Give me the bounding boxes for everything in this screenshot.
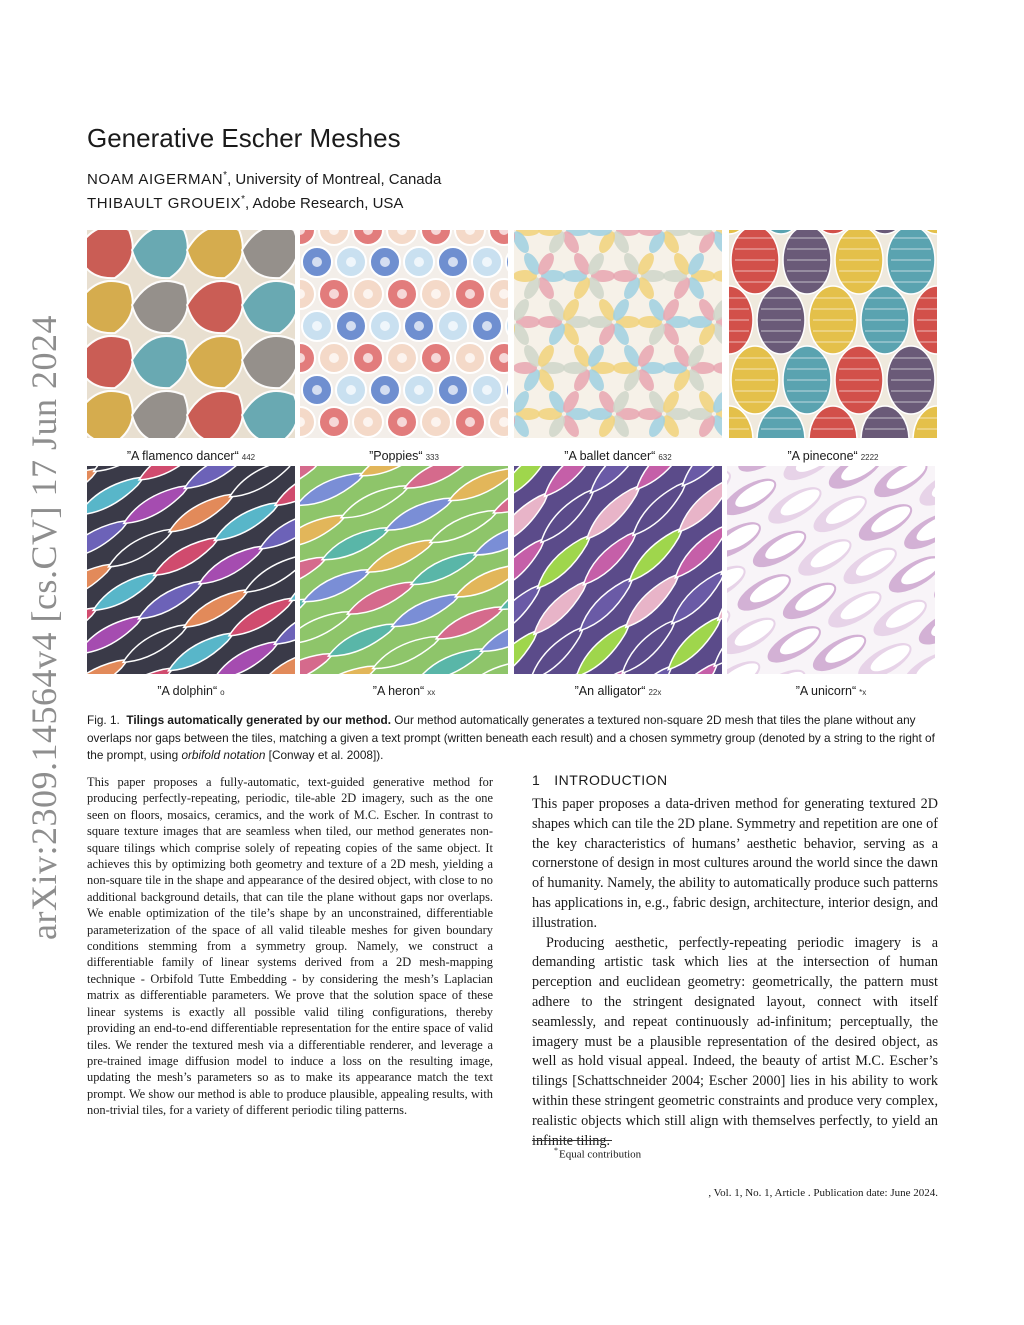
author-affiliation: , Adobe Research, USA xyxy=(244,195,404,212)
tiling-image-poppies xyxy=(300,230,508,438)
tile-symmetry: 632 xyxy=(658,453,672,462)
tile-prompt: ”An alligator“ xyxy=(574,684,646,698)
author-mark: * xyxy=(223,170,228,181)
tiling-image-dolphin xyxy=(87,466,295,674)
section-heading xyxy=(532,772,668,788)
tile-caption xyxy=(503,684,733,698)
tile-symmetry: 333 xyxy=(425,453,439,462)
tile-caption xyxy=(289,449,519,463)
tile-symmetry: 22x xyxy=(648,688,662,697)
tile-caption xyxy=(716,684,946,698)
tile-caption xyxy=(503,449,733,463)
tiling-image-flamenco xyxy=(87,230,295,438)
introduction-body xyxy=(532,795,938,1151)
author-name: THIBAULT GROUEIX xyxy=(87,195,242,212)
paragraph: Producing aesthetic, perfectly-repeating periodic imagery is a demanding artistic task which lies at the intersection of human perception and euclidean geometry: geometrically, the pattern must adhere to the stringent designated layout, connect with itself seamlessly, and repeat continuously ad-infinitum; perceptually, the imagery must be a plausible representation of the desired object, as well as hold visual appeal. Indeed, the beauty of artist M.C. Escher’s tilings [Schattschneider 2004; Escher 2000] lies in his ability to work within these stringent geometric constraints and produce very complex, realistic objects which still align with themselves perfectly, to yield an infinite tiling. xyxy=(532,934,938,1149)
footnote xyxy=(554,1146,641,1161)
tile-prompt: ”A dolphin“ xyxy=(157,684,218,698)
figure-caption xyxy=(87,712,939,765)
tile-prompt: ”A pinecone“ xyxy=(787,449,858,463)
publication-footer: , Vol. 1, No. 1, Article . Publication date: June 2024. xyxy=(708,1187,938,1199)
author-line xyxy=(87,170,441,188)
figure-caption-italic: orbifold notation xyxy=(181,748,266,762)
tile-caption xyxy=(76,449,306,463)
tiling-image-unicorn xyxy=(727,466,935,674)
paragraph: This paper proposes a data-driven method for generating textured 2D shapes which can tile the 2D plane. Symmetry and repetition are one of the key characteristics of humans’ aesthetic behavior, serving as a cornerstone of design in most cultures around the world since the dawn of humanity. Namely, the ability to automatically produce such patterns has applications in, e.g., fabric design, architecture, interior design, and illustration. xyxy=(532,796,938,931)
tile-symmetry: *x xyxy=(859,688,867,697)
tiling-image-ballet xyxy=(514,230,722,438)
tiling-image-alligator xyxy=(514,466,722,674)
figure-label: Fig. 1. xyxy=(87,713,120,727)
tile-prompt: ”A flamenco dancer“ xyxy=(126,449,239,463)
tile-prompt: ”Poppies“ xyxy=(369,449,423,463)
footnote-rule xyxy=(532,1140,612,1141)
paper-title: Generative Escher Meshes xyxy=(87,123,401,153)
footnote-mark: * xyxy=(554,1146,558,1155)
tile-caption xyxy=(718,449,948,463)
section-number: 1 xyxy=(532,772,541,788)
tiling-image-pinecone xyxy=(729,230,937,438)
author-affiliation: , University of Montreal, Canada xyxy=(227,171,442,188)
figure-caption-text: Our method automatically generates a textured non-square 2D mesh that tiles the plane without any overlaps nor gaps between the tiles, matching a given a text prompt (written beneath each result) and a chosen symmetry group (denoted by a string to the right of the prompt, using xyxy=(87,713,935,762)
tile-caption xyxy=(289,684,519,698)
footnote-text: Equal contribution xyxy=(559,1148,642,1161)
tile-symmetry: 2222 xyxy=(860,453,879,462)
tile-prompt: ”A unicorn“ xyxy=(795,684,857,698)
figure-caption-text: [Conway et al. 2008]). xyxy=(265,748,384,762)
tiling-image-heron xyxy=(300,466,508,674)
author-line xyxy=(87,194,403,212)
tile-prompt: ”A heron“ xyxy=(372,684,425,698)
tile-prompt: ”A ballet dancer“ xyxy=(564,449,656,463)
abstract: This paper proposes a fully-automatic, text-guided generative method for producing perfectly-repeating, periodic, tile-able 2D imagery, such as the one seen on floors, mosaics, ceramics, and the work of M.C. Escher. In contrast to square texture images that are seamless when tiled, our method generates non-square tilings which comprise solely of repeating copies of the same object. It achieves this by optimizing both geometry and texture of a 2D mesh, yielding a non-square tile in the shape and appearance of the desired object, with close to no additional background details, that can tile the plane without gaps nor overlaps. We enable optimization of the tile’s shape by an unconstrained, differentiable parameterization of the space of all valid tileable meshes for given boundary conditions stemming from a symmetry group. Namely, we construct a differentiable family of linear systems derived from a 2D mesh-mapping technique - Orbifold Tutte Embedding - by considering the mesh’s Laplacian matrix as differentiable parameters. We prove that the solution space of these linear systems is exactly all possible valid tiling configurations, thereby providing an end-to-end differentiable representation for the entire space of valid tiles. We render the textured mesh via a differentiable renderer, and leverage a pre-trained image diffusion model to induce a loss on the resulting image, updating the mesh’s parameters so as to make its appearance match the text prompt. We show our method is able to produce plausible, appealing results, with non-trivial tiles, for a variety of different periodic tiling patterns. xyxy=(87,775,493,1118)
tile-symmetry: o xyxy=(220,688,225,697)
tile-symmetry: xx xyxy=(427,688,436,697)
figure-caption-bold: Tilings automatically generated by our method. xyxy=(126,713,391,727)
tile-caption xyxy=(76,684,306,698)
tile-symmetry: 442 xyxy=(241,453,256,462)
author-name: NOAM AIGERMAN xyxy=(87,171,224,188)
section-title: INTRODUCTION xyxy=(554,772,668,788)
author-mark: * xyxy=(241,194,245,205)
arxiv-identifier: arXiv:2309.14564v4 [cs.CV] 17 Jun 2024 xyxy=(24,315,64,940)
